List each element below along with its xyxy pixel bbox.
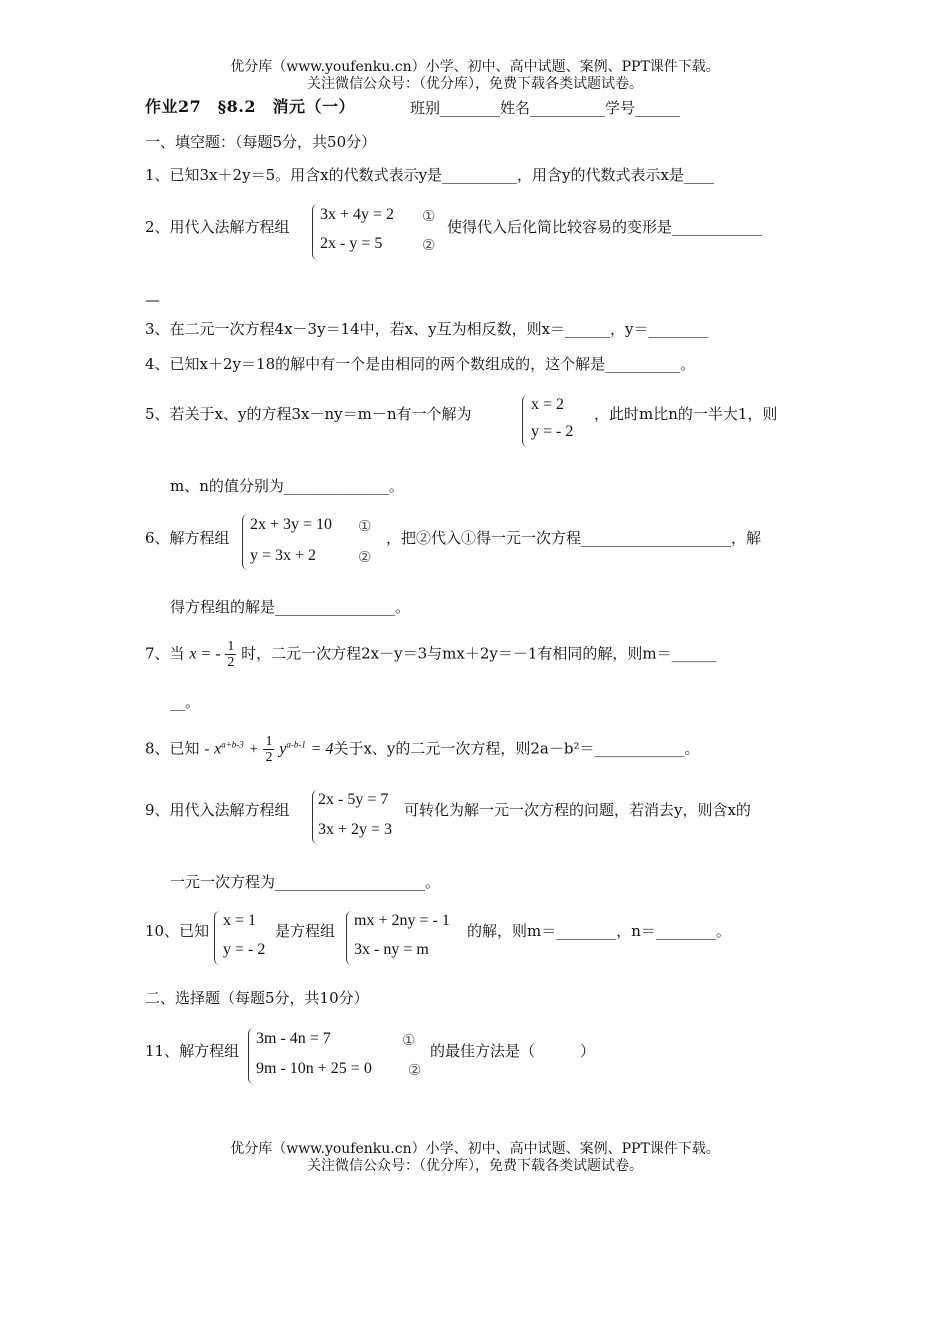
section-1-heading: 一、填空题：（每题5分，共50分） (145, 133, 377, 151)
question-1: 1、已知3x＋2y＝5。用含x的代数式表示y是__________，用含y的代数式表示x是____ (145, 166, 714, 184)
question-3: 3、在二元一次方程4x－3y＝14中，若x、y互为相反数，则x＝______，y＝________ (145, 320, 709, 338)
question-4: 4、已知x＋2y＝18的解中有一个是由相同的两个数组成的，这个解是__________。 (145, 355, 696, 373)
q7-suffix: 时，二元一次方程2x－y＝3与mx＋2y＝－1有相同的解，则m＝______ (241, 644, 717, 663)
q6-eq1: 2x + 3y = 10 (250, 516, 333, 533)
q11-prefix: 11、解方程组 (145, 1042, 240, 1060)
q6-continuation: 得方程组的解是________________。 (170, 598, 411, 616)
system-brace (242, 514, 249, 570)
q10-solution-system (214, 911, 280, 965)
q8-rhs: = 4 (310, 740, 334, 758)
q9-suffix: 可转化为解一元一次方程的问题，若消去y，则含x的 (404, 801, 751, 819)
section-2-heading: 二、选择题（每题5分，共10分） (145, 989, 369, 1007)
q7-prefix: 7、当 (145, 644, 185, 663)
q8-fraction-numerator: 1 (265, 734, 273, 749)
q10-s1-eq2: y = - 2 (223, 941, 266, 958)
q10-prefix: 10、已知 (145, 922, 210, 940)
header-line-2: 关注微信公众号：（优分库），免费下载各类试题试卷。 (307, 76, 643, 92)
student-fields: 班别________姓名__________学号______ (410, 99, 681, 117)
q8-plus: + (248, 741, 259, 758)
q9-prefix: 9、用代入法解方程组 (145, 801, 290, 819)
q8-x: x (214, 740, 222, 758)
q5-continuation: m、n的值分别为______________。 (170, 477, 404, 495)
q10-s1-eq1: x = 1 (223, 912, 257, 929)
q10-middle: 是方程组 (275, 922, 336, 940)
q8-fraction-denominator: 2 (265, 750, 273, 765)
q11-eq1: 3m - 4n = 7 (256, 1030, 331, 1047)
q7-fraction (225, 639, 236, 670)
q11-eq2: 9m - 10n + 25 = 0 (256, 1060, 372, 1077)
q2-prefix: 2、用代入法解方程组 (145, 218, 290, 236)
q5-prefix: 5、若关于x、y的方程3x－ny＝m－n有一个解为 (145, 405, 472, 423)
header-line-1: 优分库（www.youfenku.cn）小学、初中、高中试题、案例、PPT课件下载。 (230, 59, 720, 75)
q2-eq2: 2x - y = 5 (320, 235, 383, 252)
footer-line-2: 关注微信公众号：（优分库），免费下载各类试题试卷。 (307, 1158, 643, 1174)
q6-equation-system (242, 514, 392, 570)
q8-suffix: 关于x、y的二元一次方程，则2a－b²＝____________。 (333, 739, 700, 758)
q9-continuation: 一元一次方程为____________________。 (170, 873, 441, 891)
system-brace (214, 911, 221, 965)
q7-fraction-denominator: 2 (227, 655, 235, 670)
q9-equation-system (312, 790, 408, 844)
system-brace (522, 395, 529, 447)
q10-s2-eq1: mx + 2ny = - 1 (354, 912, 450, 929)
q8-prefix: 8、已知 (145, 739, 200, 758)
q7-x-equals: x = - (189, 645, 221, 663)
q11-mark-1: ① (402, 1031, 416, 1049)
q5-solution-system (522, 395, 592, 447)
q6-suffix: ，把②代入①得一元一次方程____________________，解 (386, 529, 762, 547)
q8-neg: - (204, 741, 210, 758)
q9-eq2: 3x + 2y = 3 (318, 821, 393, 838)
q2-mark-2: ② (422, 236, 436, 254)
q2-equation-system (312, 204, 442, 260)
q6-mark-2: ② (358, 548, 372, 566)
q6-eq2: y = 3x + 2 (250, 547, 317, 564)
q5-eq2: y = - 2 (531, 423, 574, 440)
q5-suffix: ，此时m比n的一半大1，则 (594, 405, 778, 423)
q5-eq1: x = 2 (531, 396, 565, 413)
system-brace (346, 911, 353, 965)
q2-continuation: — (145, 291, 160, 309)
q2-suffix: 使得代入后化简比较容易的变形是____________ (447, 218, 763, 236)
question-8 (145, 734, 700, 765)
q2-eq1: 3x + 4y = 2 (320, 206, 395, 223)
system-brace (248, 1028, 255, 1084)
q8-y-exponent: a-b-1 (286, 739, 306, 750)
q8-y: y (279, 740, 287, 758)
system-brace (312, 204, 319, 260)
q10-suffix: 的解，则m＝________，n＝________。 (467, 922, 731, 940)
q11-mark-2: ② (408, 1061, 422, 1079)
q10-equation-system (346, 911, 470, 965)
page-title: 作业27 §8.2 消元（一） (145, 97, 355, 116)
q7-line (145, 639, 717, 670)
q7-continuation: __。 (170, 693, 201, 711)
q11-suffix: 的最佳方法是（ ） (430, 1042, 596, 1060)
q6-mark-1: ① (358, 517, 372, 535)
q6-prefix: 6、解方程组 (145, 529, 230, 547)
q7-fraction-numerator: 1 (227, 639, 235, 654)
q8-x-exponent: a+b-3 (221, 739, 244, 750)
q11-equation-system (248, 1028, 428, 1084)
q2-mark-1: ① (422, 207, 436, 225)
q10-s2-eq2: 3x - ny = m (354, 941, 429, 958)
footer-line-1: 优分库（www.youfenku.cn）小学、初中、高中试题、案例、PPT课件下载。 (230, 1141, 720, 1157)
q8-fraction (263, 734, 274, 765)
q9-eq1: 2x - 5y = 7 (318, 791, 389, 808)
